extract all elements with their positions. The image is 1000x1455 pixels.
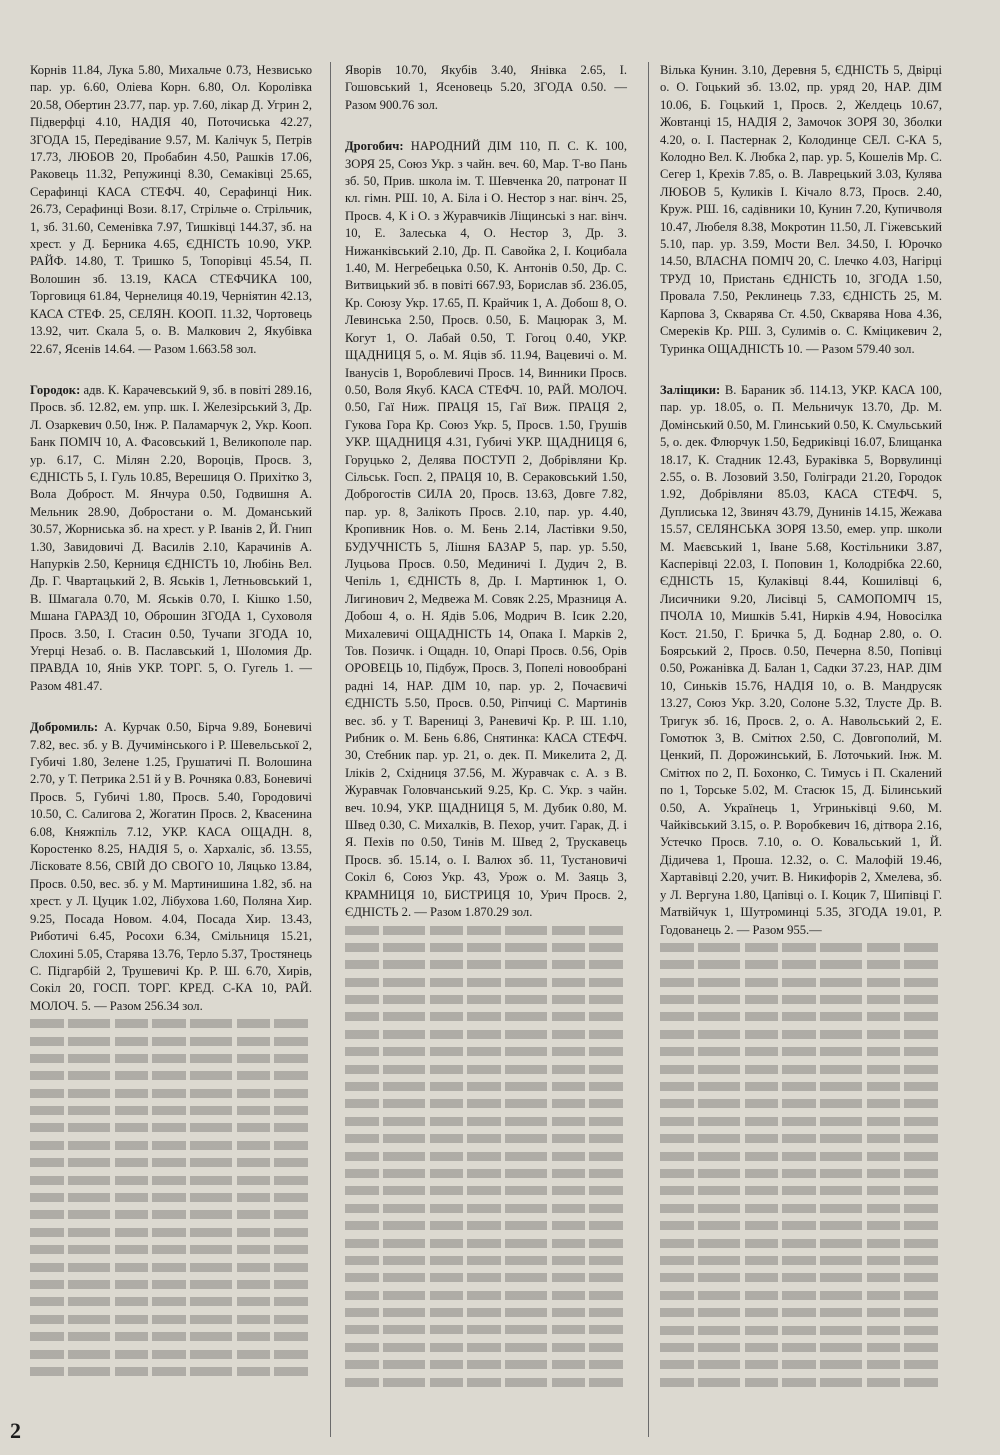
donation-paragraph: Яворів 10.70, Якубів 3.40, Янівка 2.65, І. Гошовський 1, Ясеновець 5.20, ЗГОДА 0.50. — Разом 900.76 зол. (345, 63, 627, 112)
text-lines-placeholder (660, 943, 942, 1395)
column-divider (330, 62, 331, 1437)
donation-paragraph: Дрогобич: НАРОДНИЙ ДІМ 110, П. С. К. 100, ЗОРЯ 25, Союз Укр. з чайн. веч. 60, Мар. Т-во Пань зб. 50, Прив. школа ім. Т. Шевченка 20, патронат ІІ кл. гімн. РШ. 10, А. Біла і О. Нестор з наг. вінч. 25, Просв. 4, К і О. з Журавчиків Ліщинські з наг. вінч. 10, Е. Залеська 4, О. Нестор 3, Др. З. Нижанківський 2.10, Др. П. Савойка 2, І. Коцибала 1.40, М. Негребецька 0.50, К. Антонів 0.50, Др. С. Витвицький зб. в повіті 667.93, Борислав зб. 236.05, Кр. Союзу Укр. 17.65, П. Крайчик 1, А. Добош 8, О. Левинська 2.50, Просв. 0.50, Б. Мацюрак 3, М. Когут 1, О. Лабай 0.50, Т. Гогоц 0.40, УКР. ЩАДНИЦЯ 5, о. М. Яців зб. 11.94, Вацевичі о. М. Іванусів 1, Вороблевичі Просв. 14, Винники Просв. 0.50, Воля Якуб. КАСА СТЕФЧ. 10, РАЙ. МОЛОЧ. 0.50, Гаї Ниж. ПРАЦЯ 15, Гаї Виж. ПРАЦЯ 2, Гукова Гора Кр. Союз Укр. 5, Просв. 1.50, Грушів УКР. ЩАДНИЦЯ 4.31, Губичі УКР. ЩАДНИЦЯ 6, Горуцько 2, Делява ПОСТУП 2, Добрівляни Кр. Сільськ. Госп. 2, ПРАЦЯ 10, В. Сераковський 1.50, Доброгостів СИЛА 20, Просв. 13.63, Довге 7.82, пар. ур. 8, Залікоть Просв. 2.10, пар. ур. 4.40, Кропивник Нов. о. М. Бень 2.14, Ластівки 9.50, БУДУЧНІСТЬ 5, Лішня БАЗАР 5, пар. ур. 5.50, Луцьова Просв. 0.50, Мединичі І. Дудич 2, В. Чепіль 1, ЄДНІСТЬ 8, Др. І. Мартинюк 1, О. Лигинович 2, Медвежа М. Совяк 2.25, Мразниця А. Добош 4, о. Н. Ядів 5.06, Модрич В. Ісик 2.20, Михалевичі ОЩАДНІСТЬ 14, Опака І. Марків 2, Тов. Позичк. і Ощадн. 10, Опарі Просв. 0.56, Орів ОРОВЕЦЬ 10, Підбуж, Просв. 3, Попелі новообрані радні 14, НАР. ДІМ 10, пар. ур. 2, Почаєвичі ЄДНІСТЬ 5.50, Просв. 0.50, Ріпчиці С. Мартинів вес. зб. у Т. Варениці 3, Раневичі Кр. Р. Ш. 1.10, Рибник о. М. Бень 6.86, Снятинка: КАСА СТЕФЧ. 30, Стебник пар. ур. 21, о. дек. П. Микелита 2, Д. Іліків 2, Східниця 37.56, М. Журавчак с. А. з В. Журавчак Головчанський 9.25, Кр. С. Укр. з чайн. веч. 10.94, УКР. ЩАДНИЦЯ 5, М. Дубик 0.80, М. Швед 0.30, С. Михалків, В. Пехор, учит. Гарак, Д. і Я. Пехів по 0.50, Тинів М. Швед 2, Трускавець Просв. зб. 15.14, о. І. Валюх зб. 11, Тустановичі Сокіл 6, Союз Укр. 43, Урож о. М. Заяць 3, КРАМНИЦЯ 10, БИСТРИЦЯ 10, Урич Просв. 2, ЄДНІСТЬ 2. — Разом 1.870.29 зол. (345, 139, 627, 920)
donation-paragraph: Корнів 11.84, Лука 5.80, Михальче 0.73, Незвисько пар. ур. 6.60, Оліева Корн. 6.80, Ол. Королівка 20.58, Обертин 23.77, пар. ур. 7.60, лікар Д. Угрин 2, Підверфці 4.10, НАДІЯ 40, Поточиська 42.27, ЗГОДА 15, Передівание 9.57, М. Калічук 5, Петрів 17.73, ЛЮБОВ 20, Пробабин 4.50, Рашків 17.06, Раковець 11.32, Репужинці 8.30, Семаківці 25.65, Серафинці КАСА СТЕФЧ. 40, Серафинці Ник. 26.73, Серафинці Вози. 8.17, Стрільче о. Стрільчик, 1, зб. 31.60, Семенівка 7.97, Тишківці 144.37, зб. на хрест. у Д. Берника 4.65, ЄДНІСТЬ 10.90, УКР. РАЙФ. 14.80, Т. Тришко 5, Топорівці 45.54, П. Волошин зб. 13.19, КАСА СТЕФЧИКА 100, Торговиця 61.84, Чернелиця 40.19, Черніятин 42.13, КАСА СТЕФ. 25, СЕЛЯН. КООП. 11.32, Чортовець 13.92, чит. Скала 5, о. В. Малкович 2, Якубівка 22.67, Ясенів 14.64. — Разом 1.663.58 зол. (30, 63, 312, 356)
column-1 (30, 62, 312, 1019)
text-lines-placeholder (30, 1019, 312, 1384)
column-3 (660, 62, 942, 943)
donation-paragraph: Городок: адв. К. Карачевський 9, зб. в повіті 289.16, Просв. зб. 12.82, ем. упр. шк. І. Железірський 3, Др. Л. Озаркевич 0.50, Інж. Р. Паламарчук 2, Укр. Кооп. Банк ПОМІЧ 10, А. Фасовський 1, Великополе пар. ур. 6.17, С. Мілян 2.20, Вороців, Просв. 3, ЄДНІСТЬ 5, І. Гуль 10.85, Верешиця О. Прихітко 3, Вола Доброст. М. Янчура 0.50, Годвишня А. Мельник 28.90, Добростани о. М. Доманський 30.57, Жорниська зб. на хрест. у Р. Іванів 2, Й. Гнип 1.30, Завидовичі Д. Василів 2.10, Карачинів А. Напурків 2.50, Керниця ЄДНІСТЬ 10, Любінь Вел. Др. Г. Чвартацький 2, В. Яськів 1, Летньовський 1, В. Шмагала 0.70, М. Яськів 0.70, І. Кішко 1.50, Мшана ГАРАЗД 10, Оброшин ЗГОДА 1, Суховоля Просв. 3.50, І. Стасин 0.50, Тучапи ЗГОДА 10, Угерці Незаб. о. В. Паславський 1, Шоломия Др. ПРАВДА 10, Янів УКР. ТОРГ. 5, О. Гугель 1. — Разом 481.47. (30, 382, 312, 693)
text-lines-placeholder (345, 926, 627, 1396)
donation-paragraph: Вілька Кунин. 3.10, Деревня 5, ЄДНІСТЬ 5, Двірці о. О. Гоцький зб. 13.02, пр. уряд 20, НАР. ДІМ 10.06, Б. Гоцький 1, Просв. 2, Желдець 10.67, Жовтанці 15, НАДІЯ 2, Замочок ЗОРЯ 30, Зболки 4.20, о. І. Пастернак 2, Колодинце СЕЛ. С-КА 5, Колодно Вел. К. Любка 2, пар. ур. 5, Кошелів Мр. С. Сегер 1, Крехів 7.85, о. В. Лаврецький 3.03, Кулява ЛЮБОВ 5, Куликів І. Кічало 8.73, Просв. 2.40, Круж. РШ. 16, садівники 10, Кунин 7.20, Купичволя 10.47, Любеля 8.38, Мокротин 11.50, Л. Гіжевський 5.10, пар. ур. 3.59, Мости Вел. 34.50, І. Юрочко 14.50, ВЛАСНА ПОМІЧ 20, С. Ілечко 4.03, Нагірці ТРУД 10, Пристань ЄДНІСТЬ 10, ЗГОДА 1.50, Провала 7.50, Реклинець 7.33, ЄДНІСТЬ 25, М. Карпова 3, Скварява Ст. 4.50, Скварява Нова 4.36, Смереків Кр. РШ. 3, Сулимів о. С. Кміцикевич 2, Туринка ОЩАДНІСТЬ 10. — Разом 579.40 зол. (660, 63, 942, 356)
column-2 (345, 62, 627, 926)
column-divider (648, 62, 649, 1437)
page-number: 2 (10, 1418, 21, 1443)
donation-paragraph: Добромиль: А. Курчак 0.50, Бірча 9.89, Боневичі 7.82, вес. зб. у В. Дучимінського і Р. Шевельської 2, Губичі 1.80, Зелене 1.25, Грушатичі П. Волошина 2.70, у Т. Петрика 2.51 й у В. Рочняка 0.83, Боневичі Просв. 5, Губичі 1.80, Просв. 5.40, Городовичі 10.50, С. Салигова 2, Жогатин Просв. 2, Квасенина 6.08, Княжпіль 7.12, УКР. КАСА ОЩАДН. 8, Коростенко 8.25, НАДІЯ 5, о. Хархаліс, зб. 13.55, Лісковате 8.56, СВІЙ ДО СВОГО 10, Ляцько 13.84, Просв. 0.50, вес. зб. у М. Мартинишина 1.82, зб. на хрест. у Л. Цуцик 1.02, Лібухова 1.60, Поляна Хир. 9.25, Посада Новом. 4.04, Посада Хир. 13.43, Риботичі 6.45, Росохи 6.34, Смільниця 15.21, Слохині 5.05, Старява 13.76, Терло 5.37, Тростянець С. Підгарбій 2, Трушевичі Кр. Р. Ш. 6.70, Хирів, Сокіл 20, ГОСП. ТОРГ. КРЕД. С-КА 10, РАЙ. МОЛОЧ. 5. — Разом 256.34 зол. (30, 720, 312, 1013)
donation-paragraph: Заліщики: В. Бараник зб. 114.13, УКР. КАСА 100, пар. ур. 18.05, о. П. Мельничук 13.70, Др. М. Домінський 0.50, М. Глинський 0.50, К. Смульський 5, о. дек. Флюрчук 1.50, Бедриківці 16.07, Блищанка 18.17, К. Стадник 12.43, Бураківка 5, Ворвулинці 2.55, о. В. Лозовий 3.50, Голігради 21.20, Городок 1.92, Добрівляни 85.03, КАСА СТЕФЧ. 5, Дуплиська 12, Звиняч 43.79, Дунинів 14.15, Жежава 15.57, СЕЛЯНСЬКА ЗОРЯ 13.50, емер. упр. школи М. Маєвський 1, Іване 5.68, Костільники 3.87, Касперівці 22.03, І. Поповин 1, Колодрібка 22.60, ЄДНІСТЬ 15, Кулаківці 8.44, Кошилівці 6, Лисичники 9.20, Лисівці 5, САМОПОМІЧ 15, ПЧОЛА 10, Мишків 5.41, Нирків 4.94, Новосілка Кост. 21.50, Г. Бричка 5, Д. Боднар 2.80, о. О. Боярський 2, Просв. 0.50, Печерна 8.50, Попівці 0.50, Рожанівка Д. Балан 1, Садки 37.23, НАР. ДІМ 10, Синьків 15.76, НАДІЯ 10, о. В. Мандрусяк 13.27, Союз Укр. 3.20, Солоне 5.32, Тлусте Др. В. Тригук зб. 16, Просв. 2, о. А. Навольський 2, Е. Гомотюк 3, В. Смітюх 2.50, С. Довгополий, М. Ценкий, П. Дорожинський, Б. Лоточький. Інж. М. Смітюх по 2, П. Бохонко, С. Тимусь і П. Скалений по 1, Торське 5.02, М. Стасюк 15, Д. Білинський 0.50, А. Українець 1, Угриньківці 9.60, М. Чайківський 3.15, о. Р. Воробкевич 16, дітвора 2.16, Устечко Просв. 7.10, о. О. Ковальський 1, Й. Дідичева 1, Проша. 12.32, о. С. Малофій 19.46, Хартавівці 2.20, учит. В. Никифорів 2, Хмелева, зб. у Л. Вергуна 1.80, Цапівці о. І. Коцик 7, Шипівці Г. Матвійчук 1, Шутроминці 5.35, ЗГОДА 19.01, Р. Годованець 2. — Разом 955.— (660, 382, 942, 937)
